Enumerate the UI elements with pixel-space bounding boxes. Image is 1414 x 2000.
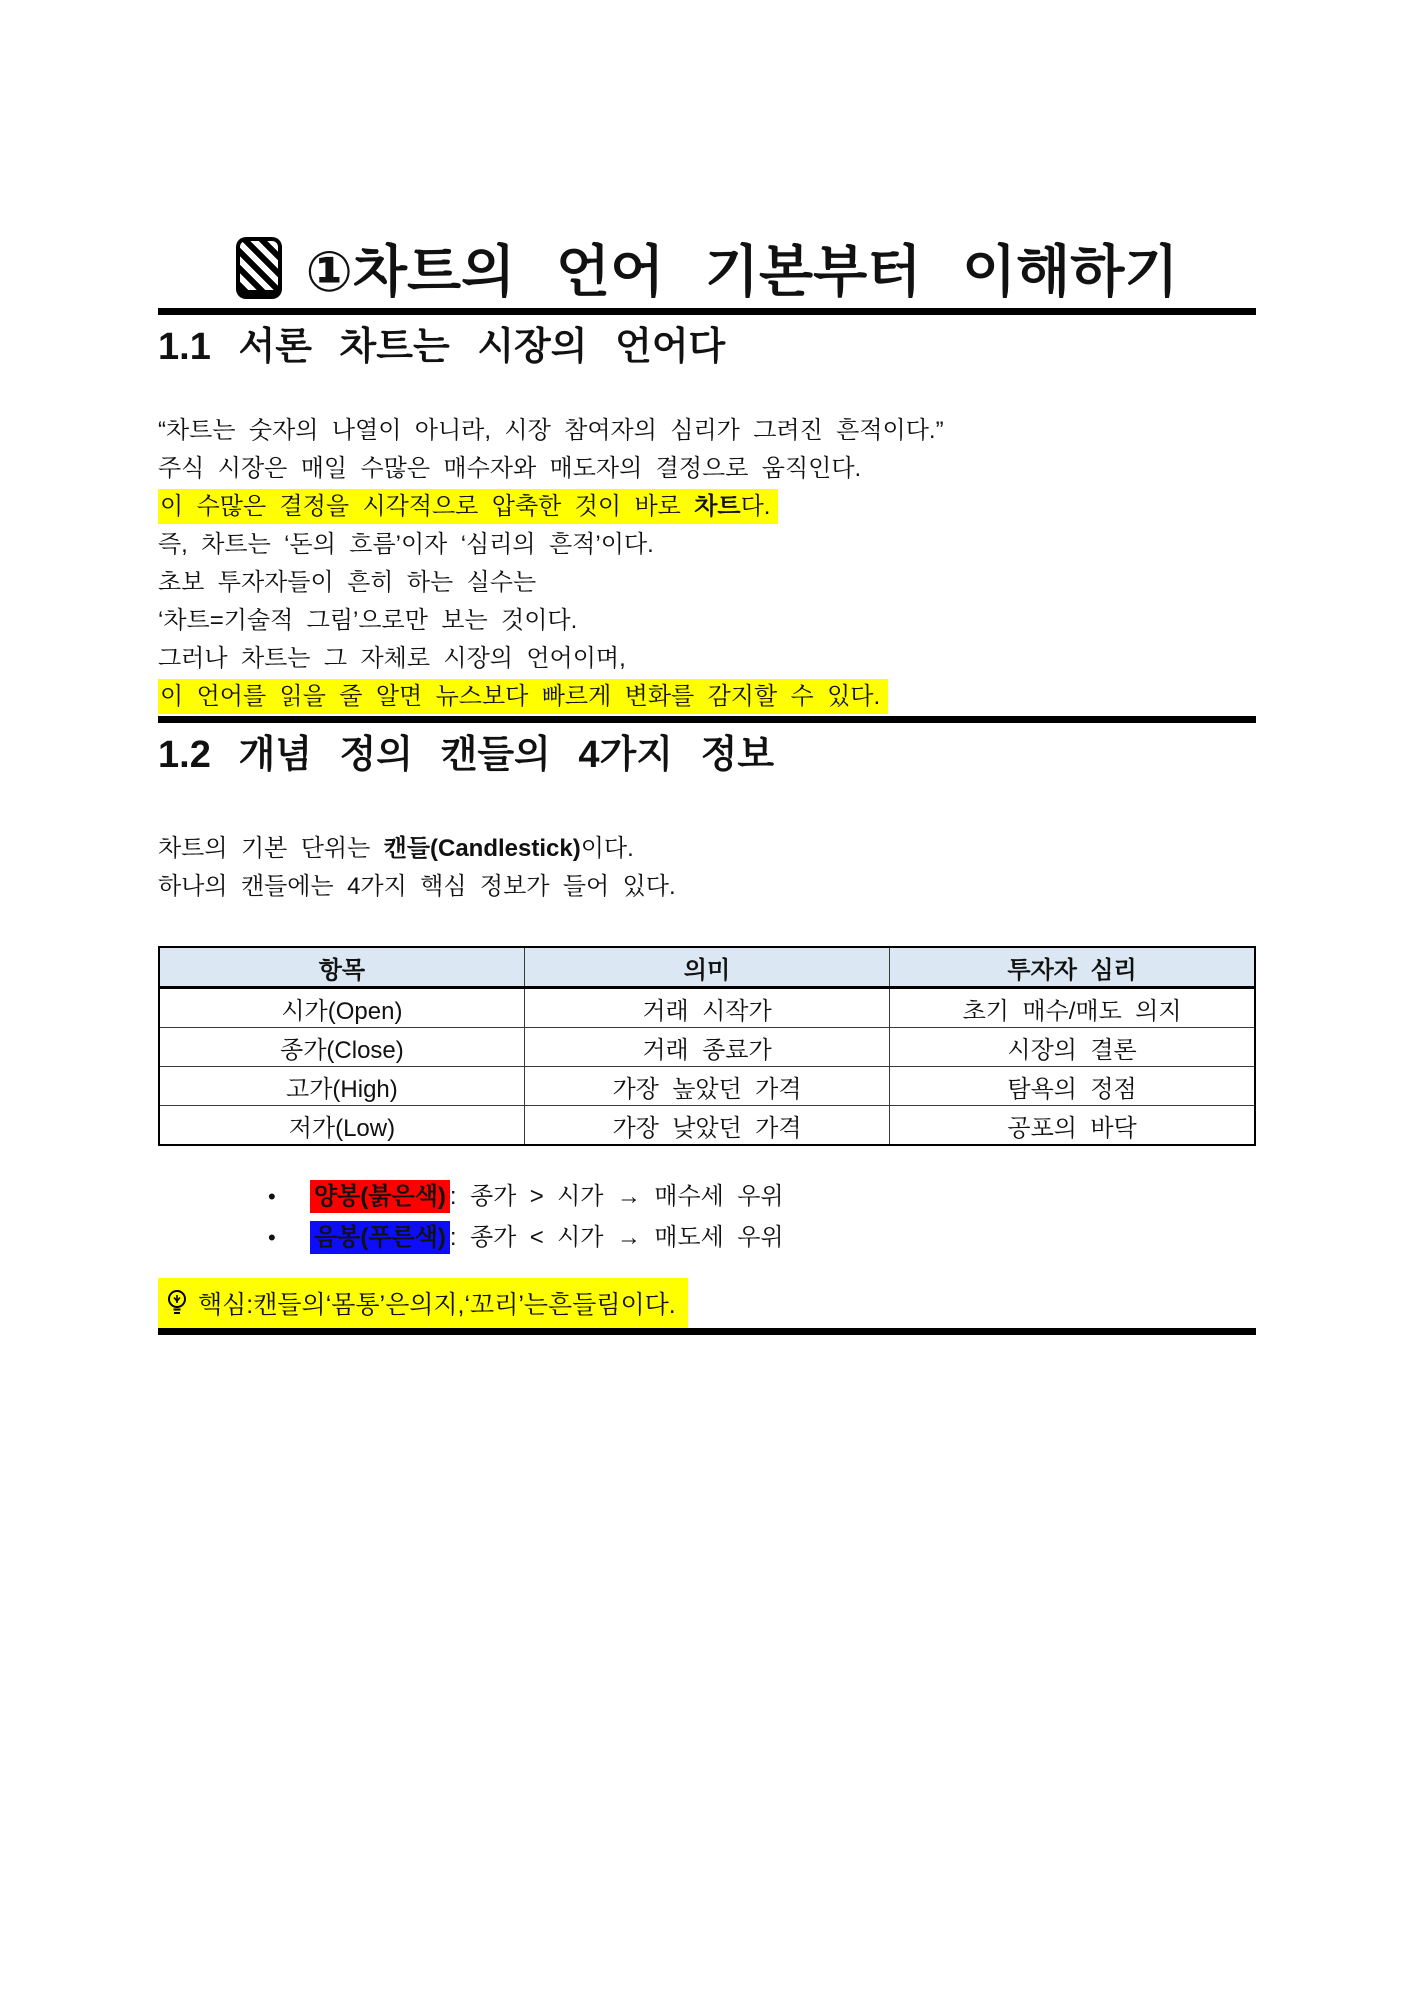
intro-text: 이다. <box>580 835 634 862</box>
horizontal-rule <box>158 1328 1256 1335</box>
paragraph-line: 주식 시장은 매일 수많은 매수자와 매도자의 결정으로 움직인다. <box>158 455 862 482</box>
table-cell: 가장 낮았던 가격 <box>524 1106 889 1146</box>
red-highlight: 양봉(붉은색) <box>310 1180 450 1213</box>
section-1-2-heading: 1.2 개념 정의 캔들의 4가지 정보 <box>158 734 775 776</box>
section-1-1-paragraph <box>158 412 1256 716</box>
list-item <box>158 1176 1256 1217</box>
section-1-2-paragraph <box>158 830 1256 906</box>
table-cell: 시가(Open) <box>159 988 524 1028</box>
paragraph-line <box>158 830 1256 868</box>
table-cell: 저가(Low) <box>159 1106 524 1146</box>
yellow-highlight: 이 언어를 읽을 줄 알면 뉴스보다 빠르게 변화를 감지할 수 있다. <box>158 679 888 714</box>
table-row <box>159 1028 1255 1067</box>
bullet-icon: • <box>268 1184 276 1209</box>
table-header-row <box>159 947 1255 988</box>
blue-highlight: 음봉(푸른색) <box>310 1221 450 1254</box>
key-note <box>158 1278 688 1328</box>
paragraph-line: 하나의 캔들에는 4가지 핵심 정보가 들어 있다. <box>158 873 676 900</box>
table-cell: 초기 매수/매도 의지 <box>890 988 1255 1028</box>
table-cell: 종가(Close) <box>159 1028 524 1067</box>
bullet-text <box>310 1176 784 1217</box>
bullet-rest-text: : 종가 < 시가 → 매도세 우위 <box>449 1224 784 1251</box>
highlight-text: 다. <box>740 493 771 520</box>
table-cell: 고가(High) <box>159 1067 524 1106</box>
paragraph-line: ‘차트=기술적 그림’으로만 보는 것이다. <box>158 607 578 634</box>
paragraph-line: 그러나 차트는 그 자체로 시장의 언어이며, <box>158 645 626 672</box>
intro-text: 차트의 기본 단위는 <box>158 835 384 862</box>
horizontal-rule <box>158 308 1256 315</box>
paragraph-line-highlighted <box>158 678 1256 716</box>
bullet-rest-text: : 종가 > 시가 → 매수세 우위 <box>449 1183 784 1210</box>
paragraph-line: 즉, 차트는 ‘돈의 흐름’이자 ‘심리의 흔적’이다. <box>158 531 654 558</box>
candle-bullet-list <box>158 1176 1256 1258</box>
striped-note-icon <box>236 237 282 299</box>
key-note-text: 핵심:캔들의‘몸통’은의지,‘꼬리’는흔들림이다. <box>198 1291 676 1319</box>
paragraph-line-highlighted <box>158 488 1256 526</box>
paragraph-line: 초보 투자자들이 흔히 하는 실수는 <box>158 569 537 596</box>
horizontal-rule <box>158 716 1256 723</box>
table-header-cell: 의미 <box>524 947 889 988</box>
table-cell: 탐욕의 정점 <box>890 1067 1255 1106</box>
paragraph-line: “차트는 숫자의 나열이 아니라, 시장 참여자의 심리가 그려진 흔적이다.” <box>158 417 944 444</box>
table-row <box>159 988 1255 1028</box>
table-cell: 거래 시작가 <box>524 988 889 1028</box>
table-row <box>159 1106 1255 1146</box>
table-cell: 거래 종료가 <box>524 1028 889 1067</box>
bullet-text <box>310 1217 784 1258</box>
section-1-1-heading: 1.1 서론 차트는 시장의 언어다 <box>158 326 726 368</box>
table-row <box>159 1067 1255 1106</box>
table-cell: 시장의 결론 <box>890 1028 1255 1067</box>
candle-info-table <box>158 946 1256 1146</box>
intro-bold-text: 캔들(Candlestick) <box>383 835 581 862</box>
table-header-cell: 투자자 심리 <box>890 947 1255 988</box>
yellow-highlight <box>158 489 778 524</box>
highlight-text: 이 수많은 결정을 시각적으로 압축한 것이 바로 <box>160 493 695 520</box>
lightbulb-icon <box>164 1288 190 1318</box>
document-title: ①차트의 언어 기본부터 이해하기 <box>305 240 1179 303</box>
document-title-row <box>158 228 1256 308</box>
table-cell: 가장 높았던 가격 <box>524 1067 889 1106</box>
key-note-row <box>158 1278 1256 1328</box>
table-cell: 공포의 바닥 <box>890 1106 1255 1146</box>
list-item <box>158 1217 1256 1258</box>
bullet-icon: • <box>268 1225 276 1250</box>
table-header-cell: 항목 <box>159 947 524 988</box>
highlight-bold-text: 차트 <box>694 493 741 520</box>
